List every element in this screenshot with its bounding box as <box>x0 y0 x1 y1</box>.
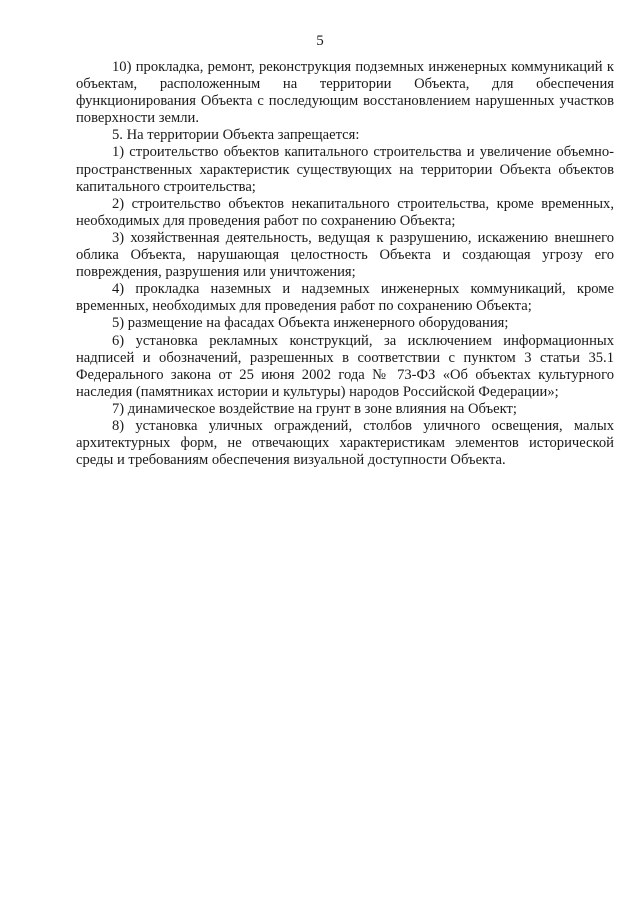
paragraph-item-10-utility-lines: 10) прокладка, ремонт, реконструкция подземных инженерных коммуникаций к объектам, расположенным на территории Объекта, для обеспечения функционирования Объекта с последующим восстановлением нарушенных участков поверхности земли. <box>76 59 614 127</box>
page-number: 5 <box>316 33 324 49</box>
paragraph-section-5-heading: 5. На территории Объекта запрещается: <box>112 127 360 144</box>
paragraph-prohibition-4: 4) прокладка наземных и надземных инженерных коммуникаций, кроме временных, необходимых для проведения работ по сохранению Объекта; <box>76 281 614 315</box>
paragraph-prohibition-1: 1) строительство объектов капитального строительства и увеличение объемно-пространственных характеристик существующих на территории Объекта объектов капитального строительства; <box>76 144 614 195</box>
paragraph-prohibition-8: 8) установка уличных ограждений, столбов уличного освещения, малых архитектурных форм, не отвечающих характеристикам элементов исторической среды и требованиям обеспечения визуальной доступности Объекта. <box>76 417 614 469</box>
paragraph-prohibition-6: 6) установка рекламных конструкций, за исключением информационных надписей и обозначений, разрешенных в соответствии с пунктом 3 статьи 35.1 Федерального закона от 25 июня 2002 года № 73-ФЗ «Об объектах культурного наследия (памятниках истории и культуры) народов Российской Федерации»; <box>76 332 614 400</box>
paragraph-prohibition-7: 7) динамическое воздействие на грунт в зоне влияния на Объект; <box>112 400 517 417</box>
paragraph-prohibition-5: 5) размещение на фасадах Объекта инженерного оборудования; <box>112 315 509 332</box>
paragraph-prohibition-3: 3) хозяйственная деятельность, ведущая к разрушению, искажению внешнего облика Объекта, нарушающая целостность Объекта и создающая угрозу его повреждения, разрушения или уничтожения; <box>76 229 614 281</box>
document-body <box>76 59 614 469</box>
paragraph-prohibition-2: 2) строительство объектов некапитального строительства, кроме временных, необходимых для проведения работ по сохранению Объекта; <box>76 195 614 229</box>
